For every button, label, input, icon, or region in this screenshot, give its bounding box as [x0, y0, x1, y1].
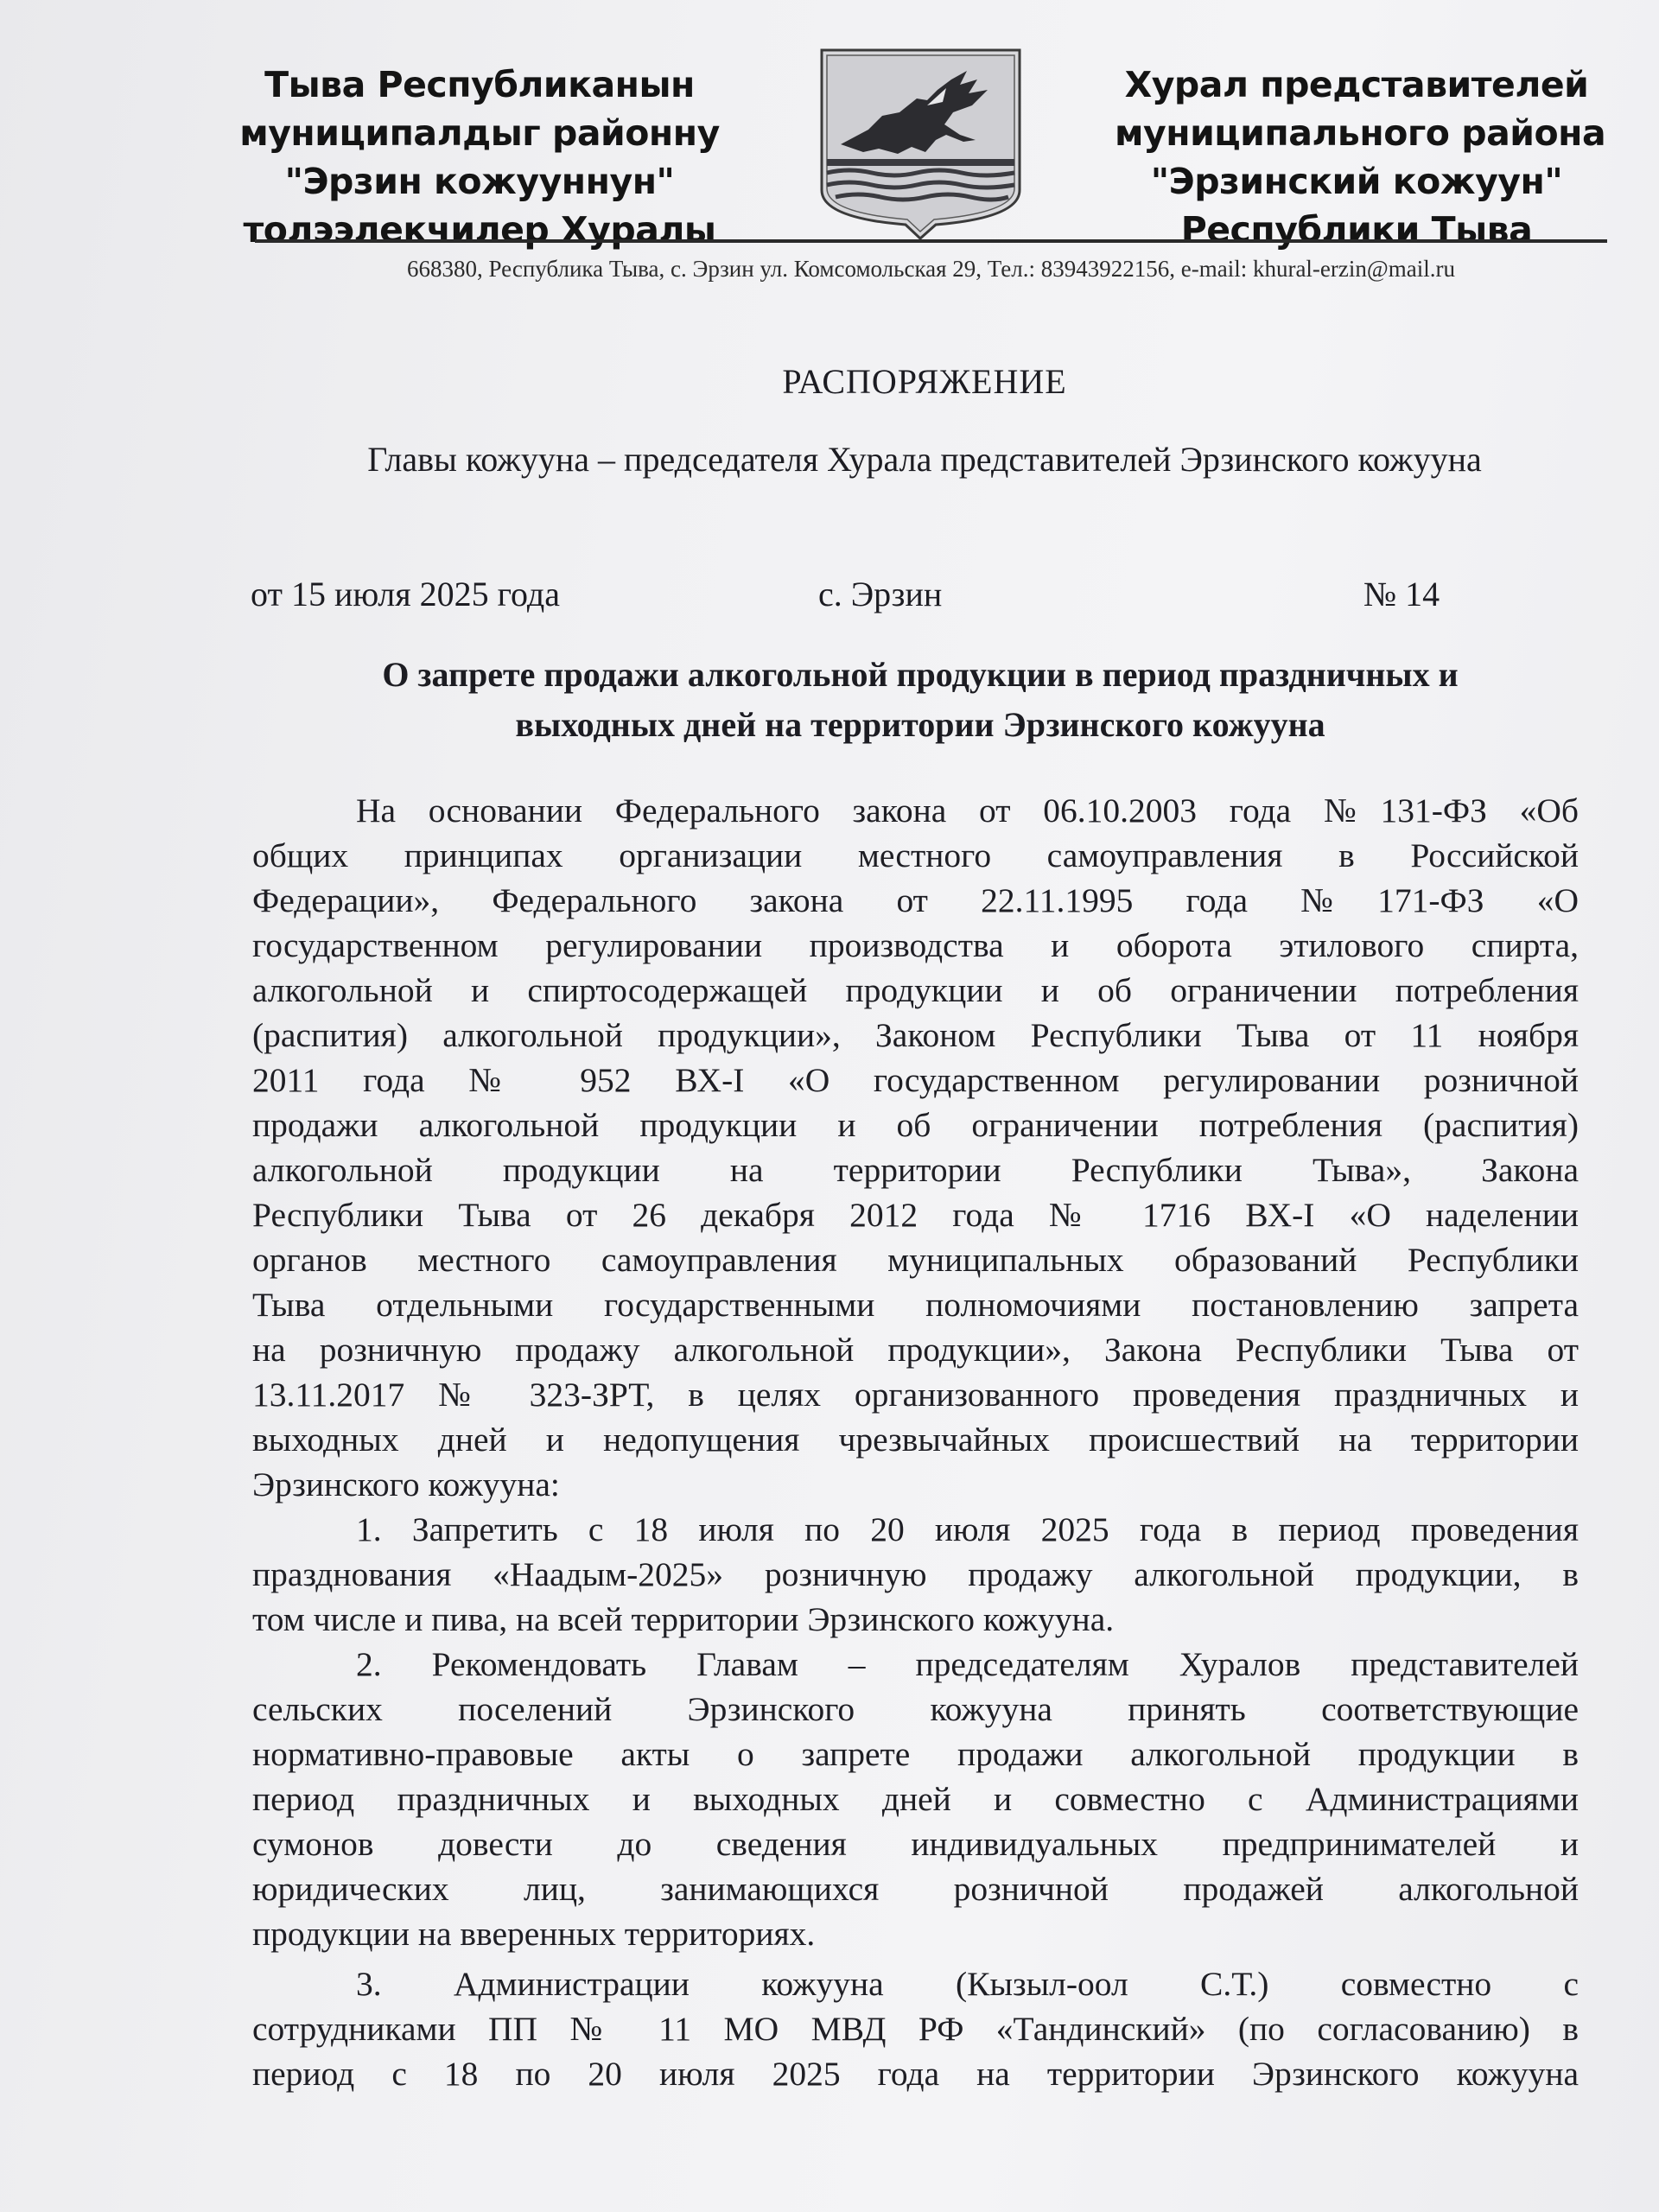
text-line: 2. Рекомендовать Главам – председателям Хуралов представителей	[356, 1645, 1579, 1683]
header-right-line: "Эрзинский кожуун"	[1150, 161, 1563, 202]
text-line: алкогольной и спиртосодержащей продукции и об ограничении потребления	[252, 971, 1579, 1009]
text-line: на розничную продажу алкогольной продукции», Закона Республики Тыва от	[252, 1331, 1579, 1369]
text-line: На основании Федерального закона от 06.10.2003 года №131-ФЗ «Об	[356, 791, 1579, 830]
text-line: продукции на вверенных территориях.	[252, 1915, 816, 1953]
document-issuer: Главы кожууна – председателя Хурала представителей Эрзинского кожууна	[367, 440, 1482, 479]
heading-line: выходных дней на территории Эрзинского кожууна	[515, 705, 1325, 744]
document-date: от 15 июля 2025 года	[251, 575, 560, 613]
document-heading	[251, 650, 1590, 750]
text-line: общих принципах организации местного самоуправления в Российской	[252, 836, 1579, 874]
contact-address: 668380, Республика Тыва, с. Эрзин ул. Комсомольская 29, Тел.: 83943922156, e-mail: khural-erzin@mail.ru	[407, 256, 1455, 282]
text-line: Федерации», Федерального закона от 22.11.1995 года №171-ФЗ «О	[252, 881, 1579, 919]
header-left-line: Тыва Республиканын	[264, 64, 695, 105]
text-line: период с 18 по 20 июля 2025 года на территории Эрзинского кожууна	[252, 2055, 1579, 2093]
text-line: празднования «Наадым-2025» розничную продажу алкогольной продукции, в	[252, 1555, 1579, 1593]
text-line: органов местного самоуправления муниципальных образований Республики	[252, 1241, 1579, 1279]
text-line: 13.11.2017 № 323-ЗРТ, в целях организованного проведения праздничных и	[252, 1376, 1579, 1414]
text-line: государственном регулировании производства и оборота этилового спирта,	[252, 926, 1579, 964]
text-line: сумонов довести до сведения индивидуальных предпринимателей и	[252, 1825, 1579, 1863]
document-place: с. Эрзин	[818, 575, 943, 613]
coat-of-arms-winged-horse-icon	[815, 45, 1027, 239]
document-body	[252, 788, 1579, 2096]
text-line: Республики Тыва от 26 декабря 2012 года № 1716 ВХ-I «О наделении	[252, 1196, 1579, 1234]
document-number: № 14	[1363, 575, 1440, 613]
text-line: выходных дней и недопущения чрезвычайных происшествий на территории	[252, 1421, 1579, 1459]
header-russian-title	[1115, 60, 1606, 254]
header-divider	[255, 239, 1607, 243]
list-item-2	[252, 1642, 1579, 1956]
header-right-line: Хурал представителей	[1124, 64, 1589, 105]
header-left-line: муниципалдыг районну	[239, 112, 720, 154]
list-item-3	[252, 1961, 1579, 2096]
heading-line: О запрете продажи алкогольной продукции в период праздничных и	[382, 655, 1459, 694]
text-line: Тыва отдельными государственными полномочиями постановлению запрета	[252, 1286, 1579, 1324]
text-line: продажи алкогольной продукции и об ограничении потребления (распития)	[252, 1106, 1579, 1144]
text-line: том числе и пива, на всей территории Эрзинского кожууна.	[252, 1600, 1115, 1638]
text-line: сотрудниками ПП № 11 МО МВД РФ «Тандинский» (по согласованию) в	[252, 2010, 1579, 2048]
text-line: Эрзинского кожууна:	[252, 1465, 560, 1503]
header-tuvan-title	[238, 60, 721, 254]
list-item-1	[252, 1507, 1579, 1642]
text-line: 2011 года № 952 ВХ-I «О государственном регулировании розничной	[252, 1061, 1579, 1099]
text-line: юридических лиц, занимающихся розничной продажей алкогольной	[252, 1870, 1579, 1908]
header-left-line: толээлекчилер Хуралы	[243, 209, 716, 251]
document-type: РАСПОРЯЖЕНИЕ	[782, 362, 1067, 401]
text-line: 1. Запретить с 18 июля по 20 июля 2025 года в период проведения	[356, 1510, 1579, 1548]
text-line: (распития) алкогольной продукции», Законом Республики Тыва от 11 ноября	[252, 1016, 1579, 1054]
text-line: период праздничных и выходных дней и совместно с Администрациями	[252, 1780, 1579, 1818]
preamble-paragraph	[252, 788, 1579, 1507]
header-right-line: Республики Тыва	[1180, 209, 1533, 251]
text-line: сельских поселений Эрзинского кожууна принять соответствующие	[252, 1690, 1579, 1728]
header-left-line: "Эрзин кожууннун"	[284, 161, 675, 202]
text-line: алкогольной продукции на территории Республики Тыва», Закона	[252, 1151, 1579, 1189]
text-line: нормативно-правовые акты о запрете продажи алкогольной продукции в	[252, 1735, 1579, 1773]
header-right-line: муниципального района	[1115, 112, 1606, 154]
text-line: 3. Администрации кожууна (Кызыл-оол С.Т.) совместно с	[356, 1965, 1579, 2003]
